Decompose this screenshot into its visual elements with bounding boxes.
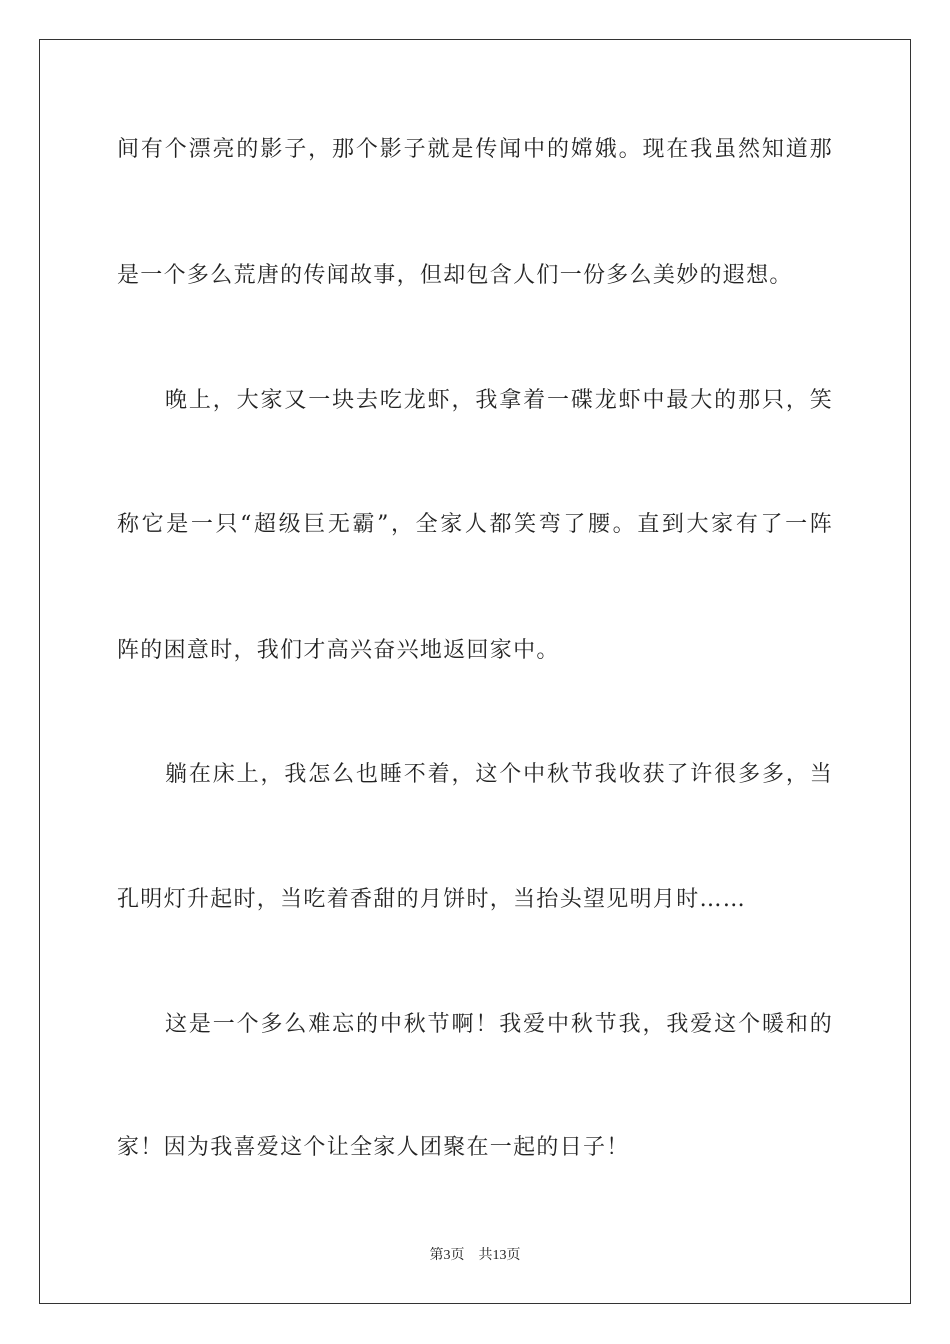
text-line-8: 这是一个多么难忘的中秋节啊！我爱中秋节我，我爱这个暖和的 [165,1012,833,1037]
text-line-4: 称它是一只“超级巨无霸”，全家人都笑弯了腰。直到大家有了一阵 [117,512,833,537]
text-line-6: 躺在床上，我怎么也睡不着，这个中秋节我收获了许很多多，当 [165,762,833,787]
text-line-3: 晚上，大家又一块去吃龙虾，我拿着一碟龙虾中最大的那只，笑 [165,388,833,413]
text-line-2: 是一个多么荒唐的传闻故事，但却包含人们一份多么美妙的遐想。 [117,263,793,288]
text-line-5: 阵的困意时，我们才高兴奋兴地返回家中。 [117,638,560,663]
text-line-9: 家！因为我喜爱这个让全家人团聚在一起的日子！ [117,1135,630,1160]
text-line-7: 孔明灯升起时，当吃着香甜的月饼时，当抬头望见明月时…… [117,887,747,912]
text-line-1: 间有个漂亮的影子，那个影子就是传闻中的嫦娥。现在我虽然知道那 [117,137,833,162]
page-number: 第3页 [429,1248,465,1263]
page-footer [0,1244,950,1264]
page-frame [39,39,911,1304]
page-total: 共13页 [478,1248,521,1263]
